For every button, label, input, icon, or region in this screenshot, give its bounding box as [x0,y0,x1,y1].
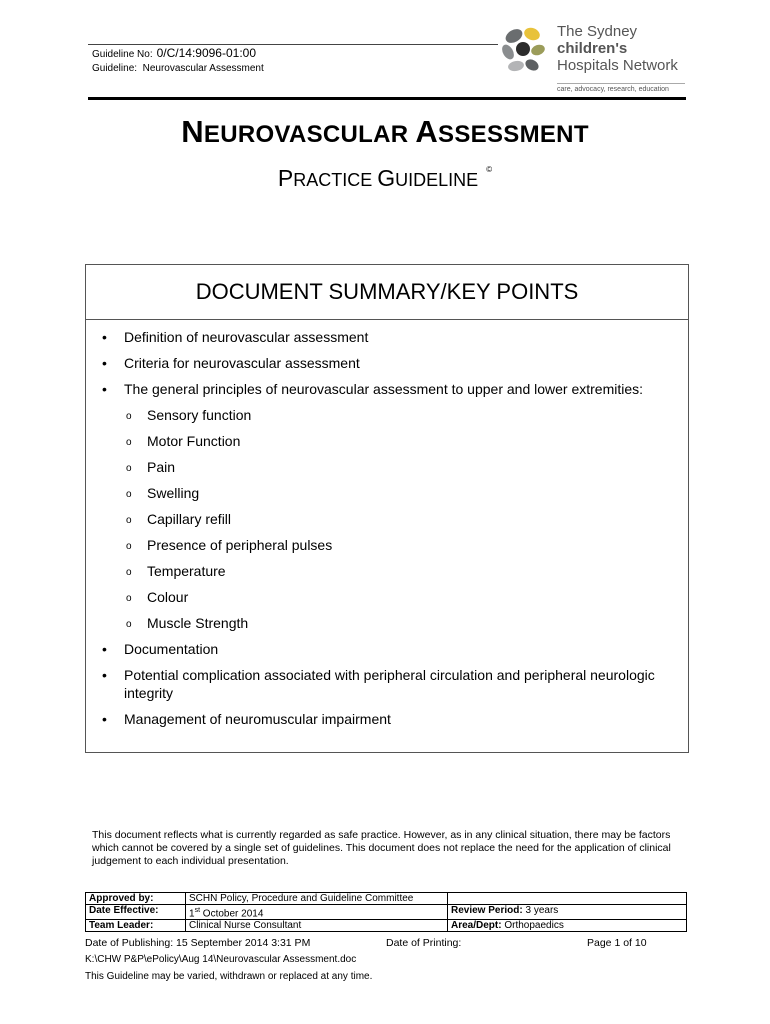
logo-tagline: care, advocacy, research, education [557,86,669,93]
document-subtitle: PRACTICE GUIDELINE© [277,165,493,191]
summary-list [86,320,688,728]
copyright-mark: © [486,165,493,174]
summary-box [85,264,689,753]
review-cell: Review Period: 3 years [448,905,687,920]
approval-table [85,892,687,932]
list-item: • Documentation [102,641,219,657]
sub-list-item: o Sensory function [126,407,252,423]
area-cell: Area/Dept: Orthopaedics [448,920,687,932]
effective-label: Date Effective: [86,905,186,920]
summary-heading: DOCUMENT SUMMARY/KEY POINTS [86,265,688,320]
list-item: • Potential complication associated with peripheral circulation and peripheral neurologic integrity [102,667,655,701]
footer-note: This Guideline may be varied, withdrawn or replaced at any time. [85,971,373,982]
header-rule [88,97,686,100]
logo-wordmark: The Sydney children's Hospitals Network [557,23,678,74]
disclaimer-text: This document reflects what is currently regarded as safe practice. However, as in any clinical situation, there may be factors which cannot be covered by a single set of guidelines. This document does not replace the need for the application of clinical judgement to each individual presentation. [92,829,671,867]
list-item: • Definition of neurovascular assessment [102,329,369,345]
document-title: NEUROVASCULAR ASSESSMENT [181,114,589,149]
sub-list-item: o Capillary refill [126,511,232,527]
page-number: Page 1 of 10 [587,937,647,949]
sub-list-item: o Motor Function [126,433,241,449]
logo-divider [557,83,685,84]
table-row [86,920,687,932]
guideline-number: Guideline No: 0/C/14:9096-01:00 [92,46,257,60]
sub-list-item: o Temperature [126,563,226,579]
empty-cell [448,893,687,905]
guideline-name: Guideline: Neurovascular Assessment [92,63,264,74]
file-path: K:\CHW P&P\ePolicy\Aug 14\Neurovascular Assessment.doc [85,954,357,965]
approved-label: Approved by: [86,893,186,905]
table-row [86,893,687,905]
leader-label: Team Leader: [86,920,186,932]
sub-list-item: o Muscle Strength [126,615,249,631]
approved-value: SCHN Policy, Procedure and Guideline Committee [186,893,448,905]
list-item: • Criteria for neurovascular assessment [102,355,360,371]
header-top-rule [88,44,498,45]
sub-list-item: o Pain [126,459,176,475]
effective-value: 1st October 2014 [186,905,448,920]
list-item: • The general principles of neurovascular assessment to upper and lower extremities: [102,381,644,397]
printing-date: Date of Printing: [386,937,462,949]
sub-list-item: o Colour [126,589,189,605]
publishing-date: Date of Publishing: 15 September 2014 3:31 PM [85,937,311,949]
list-item: • Management of neuromuscular impairment [102,711,391,727]
sub-list-item: o Swelling [126,485,200,501]
table-row [86,905,687,920]
sub-list-item: o Presence of peripheral pulses [126,537,333,553]
schn-logo-icon [496,22,556,82]
leader-value: Clinical Nurse Consultant [186,920,448,932]
